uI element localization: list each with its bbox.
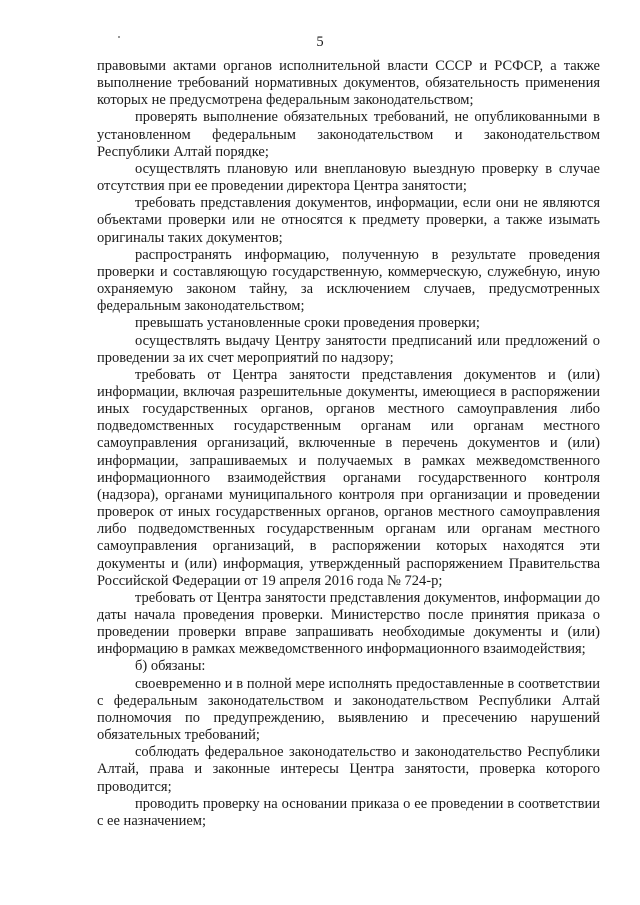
- paragraph: требовать от Центра занятости представления документов, информации до даты начала проведения проверки. Министерство после принятия приказа о проведении проверки вправе запрашивать необходимые документы и (или) информацию в рамках межведомственного информационного взаимодействия;: [97, 589, 600, 658]
- paragraph: проводить проверку на основании приказа о ее проведении в соответствии с ее назначением;: [97, 795, 600, 829]
- paragraph: проверять выполнение обязательных требований, не опубликованными в установленном федеральным законодательством и законодательством Республики Алтай порядке;: [97, 109, 600, 160]
- paragraph: правовыми актами органов исполнительной власти СССР и РСФСР, а также выполнение требований нормативных документов, обязательность применения которых не предусмотрена федеральным законодательством;: [97, 58, 600, 109]
- paragraph: требовать от Центра занятости представления документов и (или) информации, включая разрешительные документы, имеющиеся в распоряжении иных государственных органов, органов местного самоуправления либо подведомственных государственным органам или органам местного самоуправления организаций, включенные в перечень документов и (или) информации, запрашиваемых и получаемых в рамках межведомственного информационного взаимодействия органами государственного контроля (надзора), органами муниципального контроля при организации и проведении проверок от иных государственных органов, органов местного самоуправления либо подведомственных государственным органам или органам местного самоуправления организаций, в распоряжении которых находятся эти документы и (или) информация, утвержденный распоряжением Правительства Российской Федерации от 19 апреля 2016 года № 724-р;: [97, 366, 600, 589]
- paragraph: превышать установленные сроки проведения проверки;: [135, 315, 480, 332]
- paragraph: осуществлять плановую или внеплановую выездную проверку в случае отсутствия при ее проведении директора Центра занятости;: [97, 160, 600, 195]
- paragraph: своевременно и в полной мере исполнять предоставленные в соответствии с федеральным законодательством и законодательством Республики Алтай полномочия по предупреждению, выявлению и пресечению нарушений обязательных требований;: [97, 675, 600, 744]
- document-body: [97, 58, 600, 830]
- paragraph: распространять информацию, полученную в результате проведения проверки и составляющую государственную, коммерческую, служебную, иную охраняемую законом тайну, за исключением случаев, предусмотренных федеральным законодательством;: [97, 246, 600, 315]
- paragraph: соблюдать федеральное законодательство и законодательство Республики Алтай, права и законные интересы Центра занятости, проверка которого проводится;: [97, 744, 600, 795]
- paragraph: требовать представления документов, информации, если они не являются объектами проверки или не относятся к предмету проверки, а также изымать оригиналы таких документов;: [97, 195, 600, 246]
- subheading-obligations: б) обязаны:: [135, 658, 206, 675]
- page-number: 5: [316, 34, 324, 50]
- paragraph: осуществлять выдачу Центру занятости предписаний или предложений о проведении за их счет мероприятий по надзору;: [97, 332, 600, 366]
